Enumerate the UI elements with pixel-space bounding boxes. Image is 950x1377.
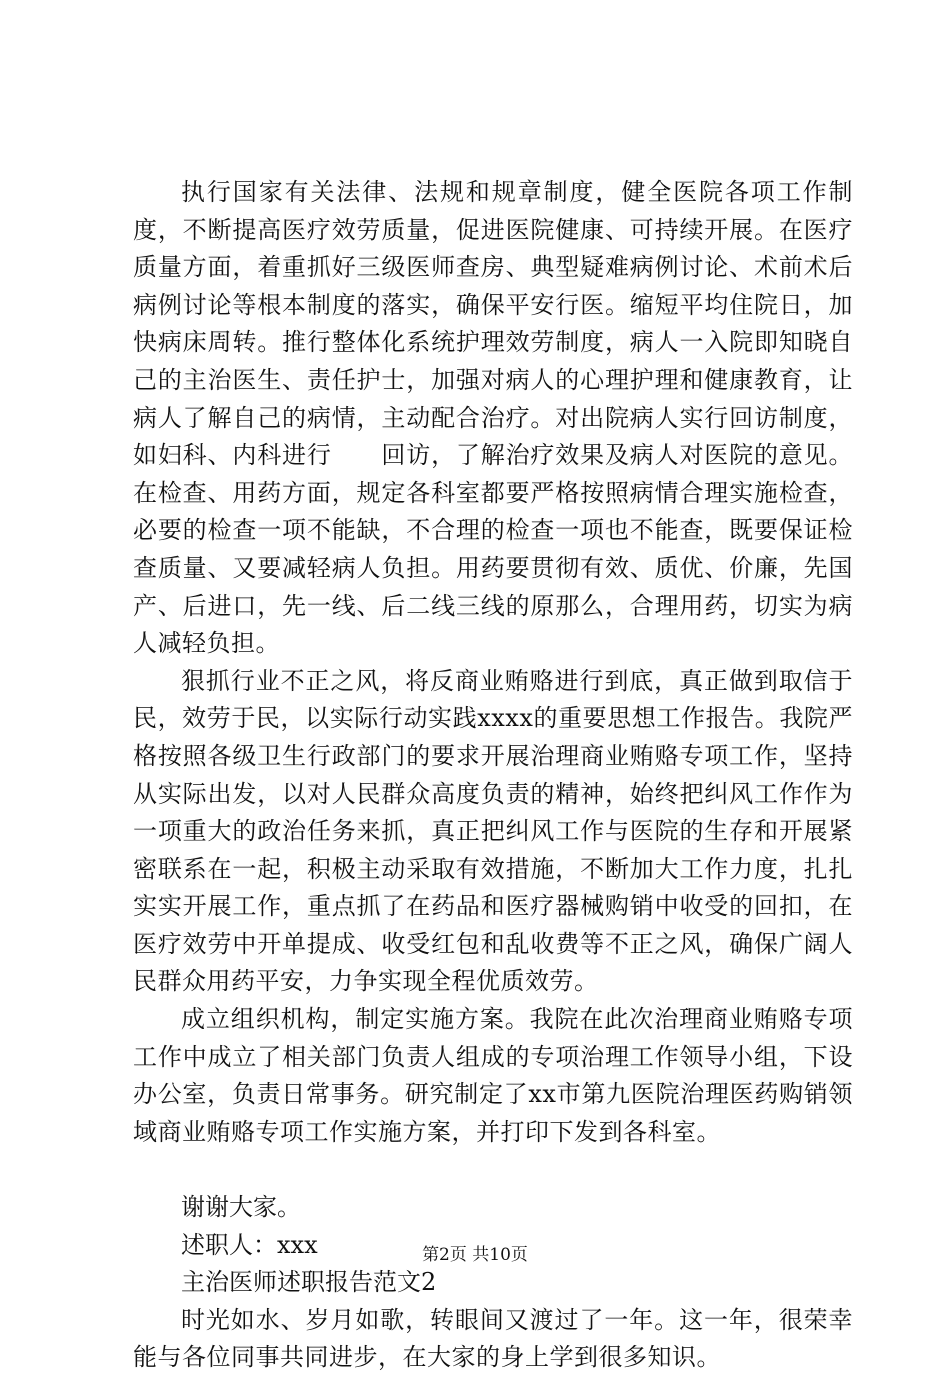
page-footer: 第2页 共10页 bbox=[422, 1245, 528, 1265]
document-body bbox=[133, 174, 853, 1377]
paragraph-medical-quality: 执行国家有关法律、法规和规章制度，健全医院各项工作制度，不断提高医疗效劳质量，促进医院健康、可持续开展。在医疗质量方面，着重抓好三级医师查房、典型疑难病例讨论、术前术后病例讨论等根本制度的落实，确保平安行医。缩短平均住院日，加快病床周转。推行整体化系统护理效劳制度，病人一入院即知晓自己的主治医生、责任护士，加强对病人的心理护理和健康教育，让病人了解自己的病情，主动配合治疗。对出院病人实行回访制度，如妇科、内科进行 回访，了解治疗效果及病人对医院的意见。在检查、用药方面，规定各科室都要严格按照病情合理实施检查，必要的检查一项不能缺，不合理的检查一项也不能查，既要保证检查质量、又要减轻病人负担。用药要贯彻有效、质优、价廉，先国产、后进口，先一线、后二线三线的原那么，合理用药，切实为病人减轻负担。 bbox=[133, 178, 853, 658]
paragraph-organization: 成立组织机构，制定实施方案。我院在此次治理商业贿赂专项工作中成立了相关部门负责人组成的专项治理工作领导小组，下设办公室，负责日常事务。研究制定了xx市第九医院治理医药购销领域商业贿赂专项工作实施方案，并打印下发到各科室。 bbox=[133, 1005, 853, 1146]
paragraph-anti-bribery: 狠抓行业不正之风，将反商业贿赂进行到底，真正做到取信于民，效劳于民，以实际行动实践xxxx的重要思想工作报告。我院严格按照各级卫生行政部门的要求开展治理商业贿赂专项工作，坚持从实际出发，以对人民群众高度负责的精神，始终把纠风工作作为一项重大的政治任务来抓，真正把纠风工作与医院的生存和开展紧密联系在一起，积极主动采取有效措施，不断加大工作力度，扎扎实实开展工作，重点抓了在药品和医疗器械购销中收受的回扣，在医疗效劳中开单提成、收受红包和乱收费等不正之风，确保广阔人民群众用药平安，力争实现全程优质效劳。 bbox=[133, 666, 853, 996]
blank-line bbox=[133, 1151, 853, 1189]
paragraph-next-intro: 时光如水、岁月如歌，转眼间又渡过了一年。这一年，很荣幸能与各位同事共同进步，在大家的身上学到很多知识。 bbox=[133, 1305, 853, 1372]
next-section-title: 主治医师述职报告范文2 bbox=[181, 1268, 437, 1297]
signature-line: 述职人：xxx bbox=[181, 1230, 318, 1259]
thanks-line: 谢谢大家。 bbox=[181, 1193, 301, 1222]
